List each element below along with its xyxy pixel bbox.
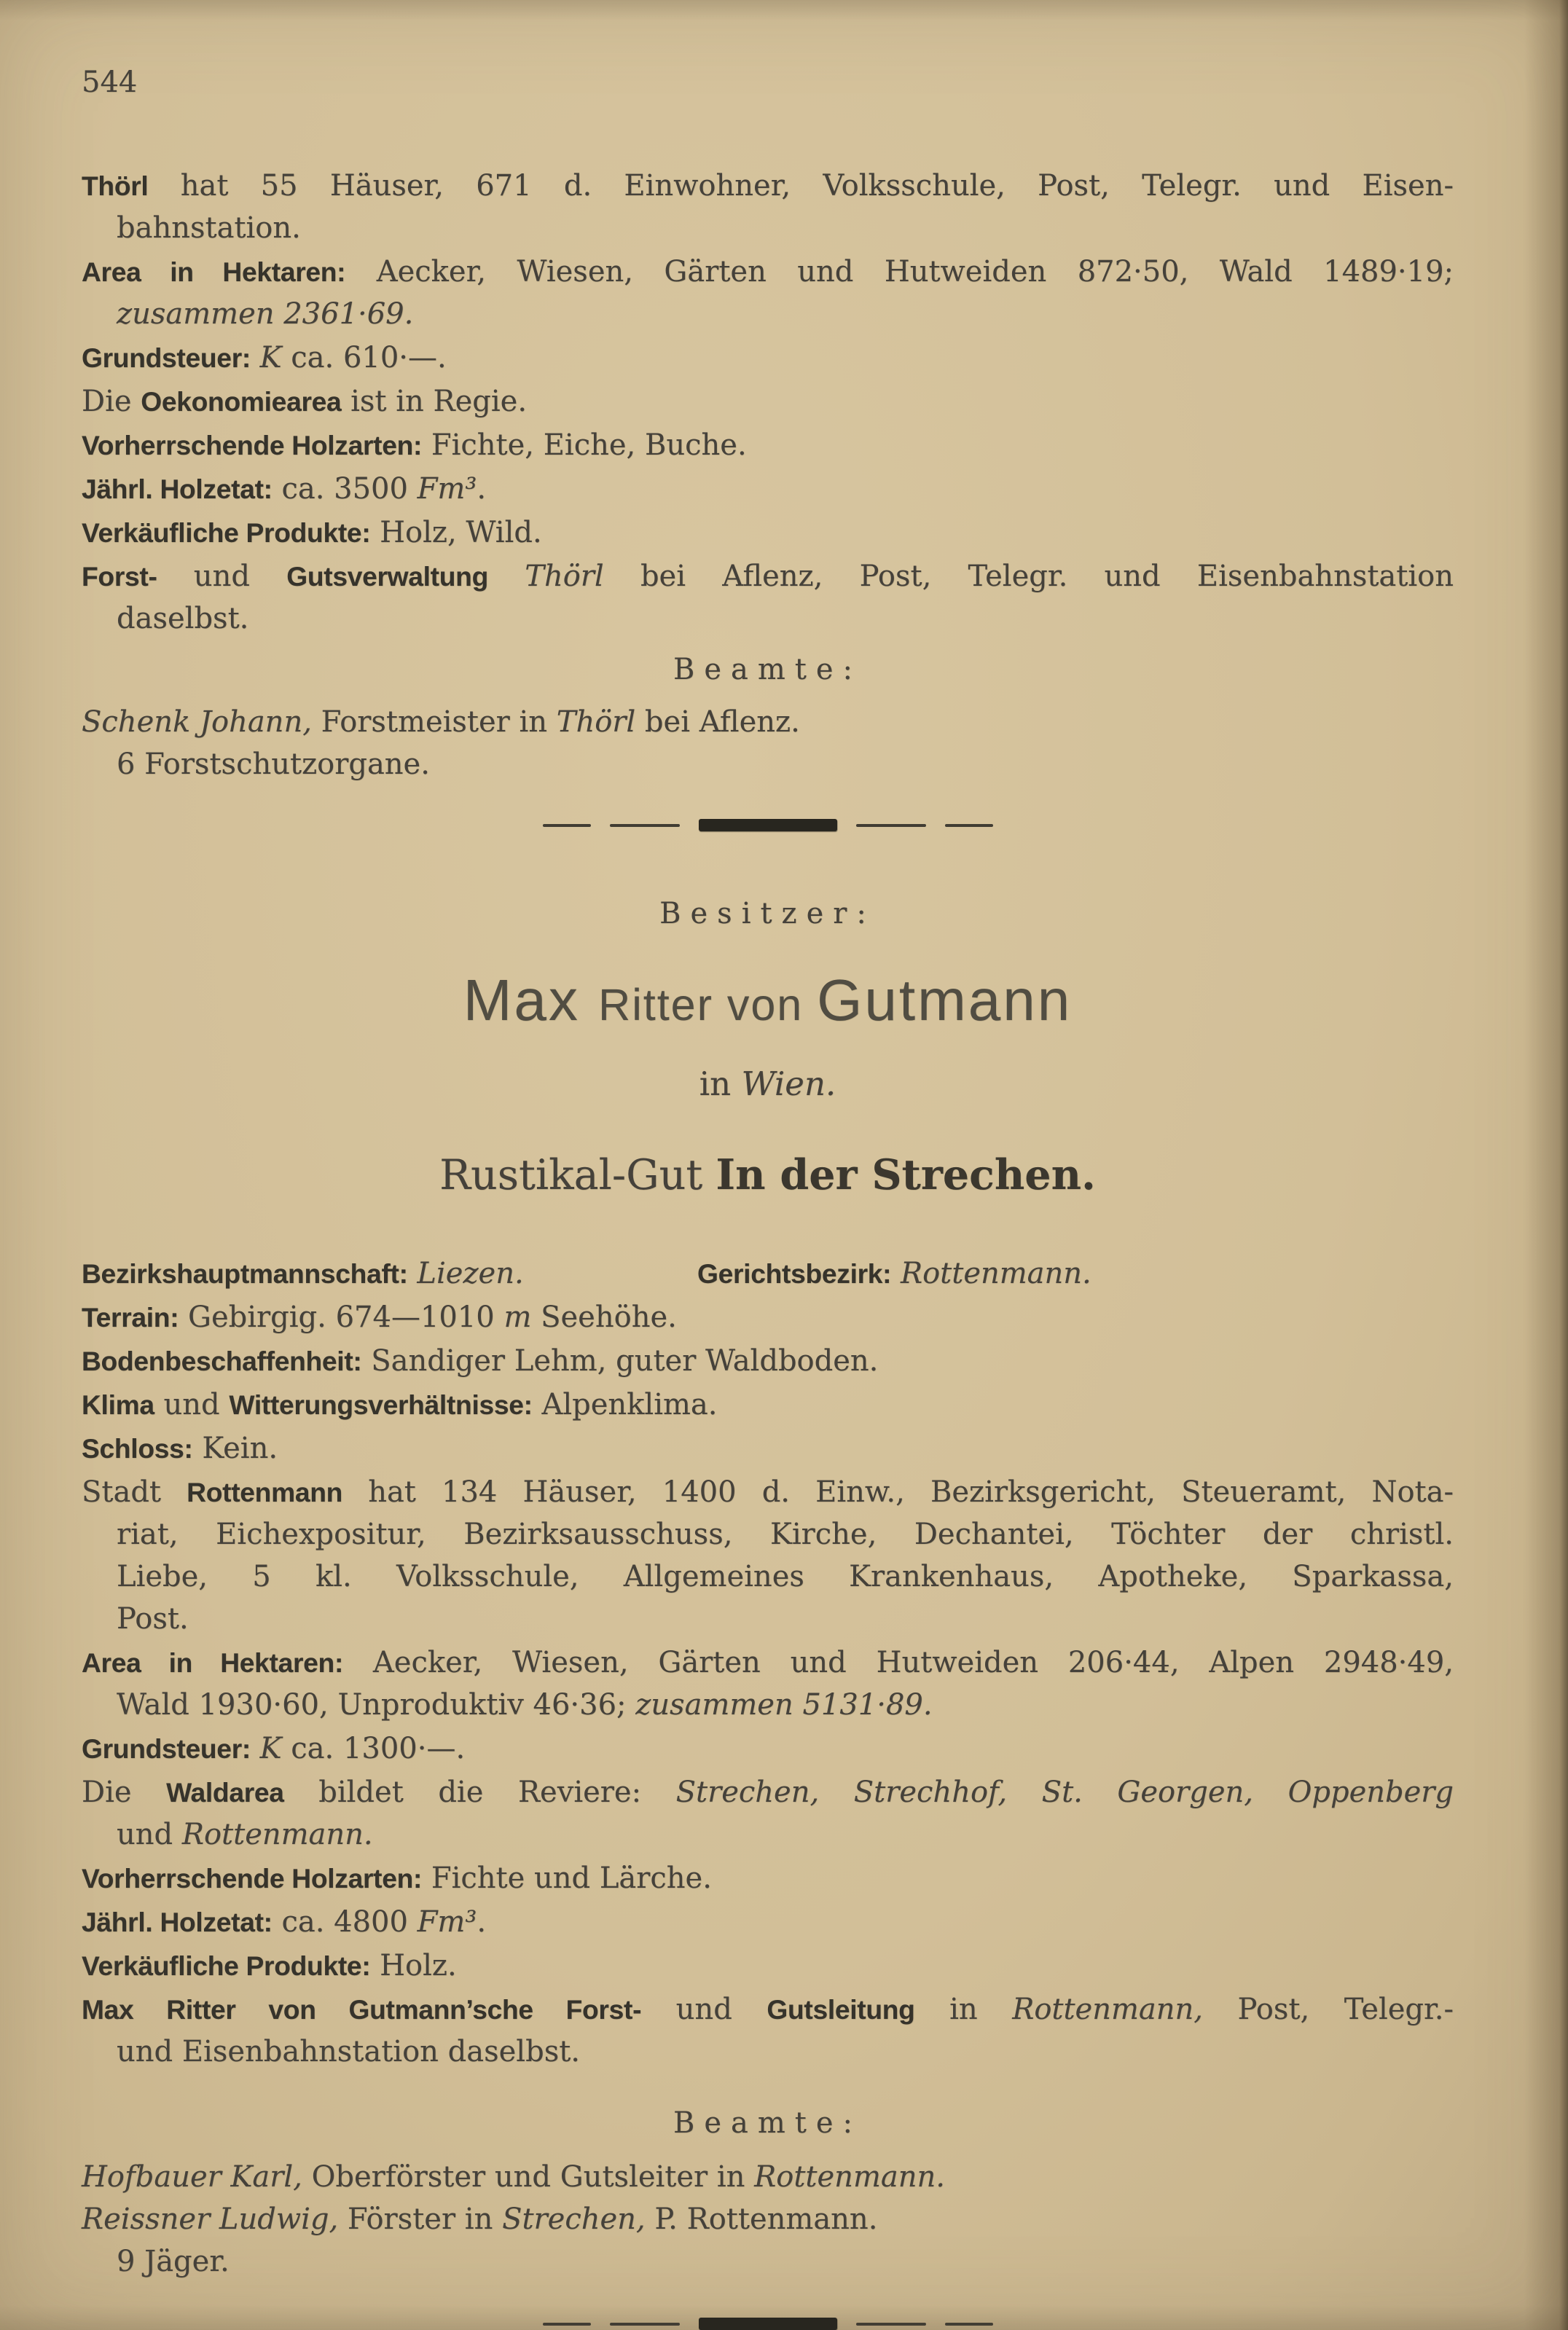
text-line: Verkäufliche Produkte: Holz, Wild. (82, 516, 542, 549)
entry-strechen (82, 1252, 1454, 2283)
text-line: Area in Hektaren: Aecker, Wiesen, Gärten und Hutweiden 206·44, Alpen 2948·49, (82, 1646, 1454, 1679)
divider-dash (945, 824, 993, 827)
thoerl-officials-list (82, 701, 1454, 785)
strechen-terrain-paragraph (82, 1296, 1454, 1338)
strechen-holzetat-paragraph (82, 1901, 1454, 1943)
strechen-stadt-paragraph (82, 1471, 1454, 1640)
text-line: 6 Forstschutzorgane. (117, 748, 430, 781)
text-line: 9 Jäger. (117, 2245, 230, 2278)
text-line: Vorherrschende Holzarten: Fichte, Eiche, Buche. (82, 428, 747, 462)
text-line: zusammen 2361·69. (117, 297, 414, 331)
text-line: Area in Hektaren: Aecker, Wiesen, Gärten und Hutweiden 872·50, Wald 1489·19; (82, 255, 1454, 289)
strechen-grundsteuer-paragraph (82, 1727, 1454, 1770)
thoerl-beamte-heading (82, 648, 1454, 691)
strechen-area-paragraph (82, 1641, 1454, 1726)
text-line: Schloss: Kein. (82, 1432, 278, 1465)
text-line: Vorherrschende Holzarten: Fichte und Lärche. (82, 1862, 712, 1895)
owner-name (82, 962, 1454, 1048)
section-divider-bottom (82, 2318, 1454, 2330)
strechen-beamte-heading (82, 2102, 1454, 2144)
text-line: Hofbauer Karl, Oberförster und Gutsleiter in Rottenmann. (82, 2160, 945, 2194)
thoerl-holzarten-paragraph (82, 424, 1454, 466)
page-number: 544 (82, 66, 138, 99)
text-line: Terrain: Gebirgig. 674—1010 m Seehöhe. (82, 1301, 677, 1334)
gerichtsbezirk-field (697, 1252, 1454, 1295)
strechen-schloss-paragraph (82, 1427, 1454, 1470)
entry-thoerl (82, 165, 1454, 785)
strechen-officials-list (82, 2156, 1454, 2283)
text-line: Forst- und Gutsverwaltung Thörl bei Aflenz, Post, Telegr. und Eisenbahnstation (82, 560, 1454, 593)
owner-location (82, 1063, 1454, 1105)
owner-section (82, 893, 1454, 1210)
text-line: Grundsteuer: K ca. 1300·—. (82, 1732, 466, 1765)
divider-bar (699, 2318, 837, 2330)
divider-dash (543, 2323, 591, 2326)
divider-dash (945, 2323, 993, 2326)
thoerl-oekonomie-paragraph (82, 380, 1454, 423)
text-line: Klima und Witterungsverhältnisse: Alpenklima. (82, 1388, 718, 1421)
text-line: Beamte: (673, 653, 863, 686)
text-line: Die Waldarea bildet die Reviere: Strechen, Strechhof, St. Georgen, Oppenberg (82, 1776, 1454, 1809)
thoerl-area-paragraph (82, 251, 1454, 335)
text-line: Die Oekonomiearea ist in Regie. (82, 385, 528, 418)
text-line: und Eisenbahnstation daselbst. (117, 2035, 581, 2068)
text-line: Jährl. Holzetat: ca. 3500 Fm³. (82, 472, 487, 506)
text-line: Gerichtsbezirk: Rottenmann. (697, 1257, 1091, 1290)
text-line: Beamte: (673, 2106, 863, 2140)
text-line: Bodenbeschaffenheit: Sandiger Lehm, guter Waldboden. (82, 1344, 879, 1378)
text-line: bahnstation. (117, 211, 301, 245)
thoerl-holzetat-paragraph (82, 468, 1454, 510)
strechen-produkte-paragraph (82, 1945, 1454, 1987)
text-line: Thörl hat 55 Häuser, 671 d. Einwohner, Volksschule, Post, Telegr. und Eisen- (82, 169, 1454, 203)
thoerl-grundsteuer-paragraph (82, 337, 1454, 379)
text-line: Bezirkshauptmannschaft: Liezen. (82, 1257, 524, 1290)
text-line: Liebe, 5 kl. Volksschule, Allgemeines Krankenhaus, Apotheke, Sparkassa, (117, 1560, 1454, 1593)
text-line: Post. (117, 1602, 189, 1636)
text-line: in Wien. (699, 1064, 836, 1103)
text-line: und Rottenmann. (117, 1818, 373, 1851)
thoerl-verwaltung-paragraph (82, 555, 1454, 640)
strechen-klima-paragraph (82, 1384, 1454, 1426)
estate-title (82, 1145, 1454, 1210)
text-line: Reissner Ludwig, Förster in Strechen, P. Rottenmann. (82, 2202, 878, 2236)
divider-dash (856, 2323, 926, 2326)
section-divider-top (82, 819, 1454, 831)
text-line: Jährl. Holzetat: ca. 4800 Fm³. (82, 1905, 487, 1939)
strechen-leitung-paragraph (82, 1988, 1454, 2073)
text-line: riat, Eichexpositur, Bezirksausschuss, Kirche, Dechantei, Töchter der christl. (117, 1518, 1454, 1551)
divider-dash (610, 824, 680, 827)
strechen-holzarten-paragraph (82, 1857, 1454, 1899)
text-line: Besitzer: (659, 897, 876, 930)
text-line: Verkäufliche Produkte: Holz. (82, 1949, 457, 1982)
text-line: Wald 1930·60, Unproduktiv 46·36; zusammen 5131·89. (117, 1688, 933, 1722)
text-line: Rustikal-Gut In der Strechen. (439, 1150, 1096, 1199)
thoerl-produkte-paragraph (82, 511, 1454, 554)
text-line: Grundsteuer: K ca. 610·—. (82, 341, 447, 374)
text-line: daselbst. (117, 602, 249, 635)
divider-dash (610, 2323, 680, 2326)
district-row (82, 1252, 1454, 1295)
divider-dash (856, 824, 926, 827)
text-line: Max Ritter von Gutmann’sche Forst- und Gutsleitung in Rottenmann, Post, Telegr.- (82, 1993, 1454, 2026)
strechen-waldarea-paragraph (82, 1771, 1454, 1856)
text-line: Schenk Johann, Forstmeister in Thörl bei Aflenz. (82, 705, 800, 739)
text-line: Max Ritter von Gutmann (463, 968, 1073, 1032)
thoerl-intro-paragraph (82, 165, 1454, 249)
besitzer-heading (82, 893, 1454, 935)
divider-bar (699, 819, 837, 831)
divider-dash (543, 824, 591, 827)
text-line: Stadt Rottenmann hat 134 Häuser, 1400 d. Einw., Bezirksgericht, Steueramt, Nota- (82, 1475, 1454, 1509)
strechen-boden-paragraph (82, 1340, 1454, 1382)
